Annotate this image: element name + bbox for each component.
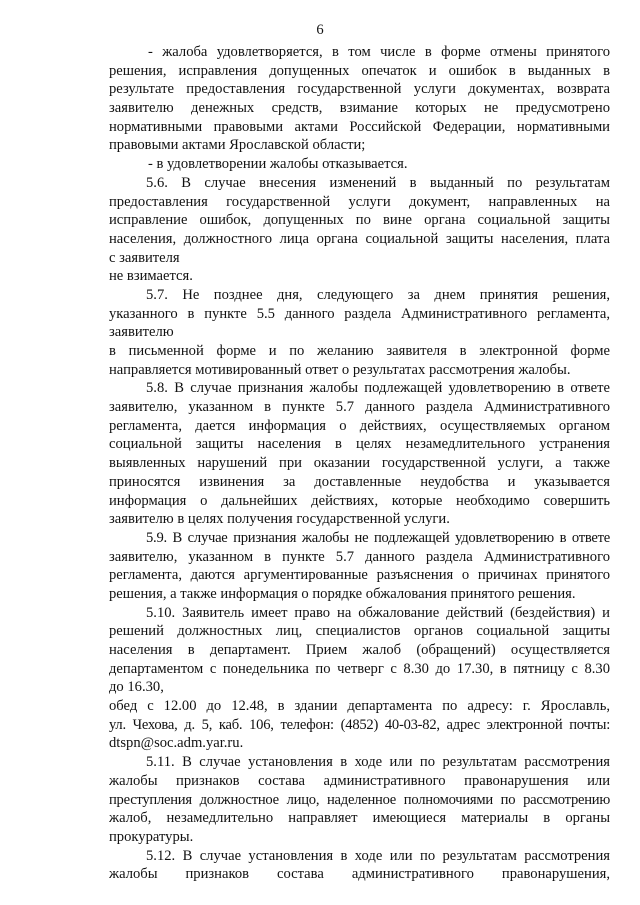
text-line: населения в департамент. Прием жалоб (обращений) осуществляется: [109, 642, 610, 658]
text-line: обед с 12.00 до 12.48, в здании департамента по адресу: г. Ярославль,: [109, 698, 610, 715]
text-line: с заявителя: [109, 249, 180, 266]
text-line: 5.6. В случае внесения изменений в выданный по результатам: [146, 174, 610, 191]
text-line: 5.9. В случае признания жалобы не подлежащей удовлетворению в ответе: [146, 529, 610, 546]
text-line: жалобы признаков состава административного правонарушения,: [109, 866, 610, 883]
text-line: социальной защиты населения в целях незамедлительного устранения: [109, 436, 610, 453]
text-line: жалобы признаков состава административного правонарушения или: [109, 772, 610, 789]
text-line: жалоб, незамедлительно направляет имеющиеся материалы в органы: [109, 810, 610, 827]
text-line: департаментом с понедельника по четверг с 8.30 до 17.30, в пятницу с 8.30: [109, 660, 610, 677]
text-line: не взимается.: [109, 268, 193, 285]
text-line: решений должностных лиц, специалистов органов социальной защиты: [109, 623, 610, 640]
text-line: выявленных нарушений при оказании государственной услуги, а также: [109, 455, 610, 472]
text-line: 5.10. Заявитель имеет право на обжалование действий (бездействия) и: [146, 604, 610, 621]
text-line: регламента, даются аргументированные разъяснения о причинах принятого: [109, 567, 610, 584]
text-line: населения, должностного лица органа социальной защиты населения, плата: [109, 230, 610, 247]
text-line: приносятся извинения за доставленные неудобства и указывается: [109, 473, 610, 490]
text-line: 5.12. В случае установления в ходе или по результатам рассмотрения: [146, 847, 610, 864]
text-line: решения, исправления допущенных опечаток и ошибок в выданных в: [109, 62, 610, 79]
text-line: преступления должностное лицо, наделенное полномочиями по рассмотрению: [109, 791, 610, 808]
text-line: заявителю, указанном в пункте 5.7 данного раздела Административного: [109, 548, 610, 565]
text-line: прокуратуры.: [109, 828, 194, 845]
text-line: 5.7. Не позднее дня, следующего за днем принятия решения,: [146, 286, 610, 303]
text-line: регламента, дается информация о действиях, осуществляемых органом: [109, 417, 610, 434]
text-line: заявителю в целях получения государственной услуги.: [109, 511, 450, 528]
text-line: решения, а также информация о порядке обжалования принятого решения.: [109, 585, 576, 602]
text-line: информация о дальнейших действиях, которые необходимо совершить: [109, 492, 610, 509]
text-line: заявителю, указанном в пункте 5.7 данного раздела Административного: [109, 399, 610, 416]
text-line: 5.8. В случае признания жалобы подлежащей удовлетворению в ответе: [146, 380, 610, 397]
document-body: [109, 43, 610, 884]
text-line: направляется мотивированный ответ о результатах рассмотрения жалобы.: [109, 361, 571, 378]
text-line: - жалоба удовлетворяется, в том числе в форме отмены принятого: [148, 44, 610, 60]
text-line: правовыми актами Ярославской области;: [109, 137, 366, 154]
text-line: 5.11. В случае установления в ходе или по результатам рассмотрения: [146, 754, 610, 771]
text-line: заявителю денежных средств, взимание которых не предусмотрено: [109, 100, 610, 117]
page-number: 6: [316, 22, 324, 38]
text-line: заявителю: [109, 324, 174, 341]
text-line: предоставления государственной услуги документ, направленных на: [109, 193, 610, 210]
text-line: нормативными правовыми актами Российской Федерации, нормативными: [109, 118, 610, 135]
text-line: - в удовлетворении жалобы отказывается.: [148, 156, 408, 173]
text-line: указанного в пункте 5.5 данного раздела Административного регламента,: [109, 305, 610, 322]
text-line: результате предоставления государственной услуги документах, возврата: [109, 81, 610, 98]
text-line: до 16.30,: [109, 679, 164, 696]
text-line: исправление ошибок, допущенных по вине органа социальной защиты: [109, 212, 610, 229]
text-line: в письменной форме и по желанию заявителя в электронной форме: [109, 343, 610, 359]
text-line: dtspn@soc.adm.yar.ru.: [109, 735, 244, 752]
text-line: ул. Чехова, д. 5, каб. 106, телефон: (4852) 40-03-82, адрес электронной почты:: [109, 716, 610, 733]
